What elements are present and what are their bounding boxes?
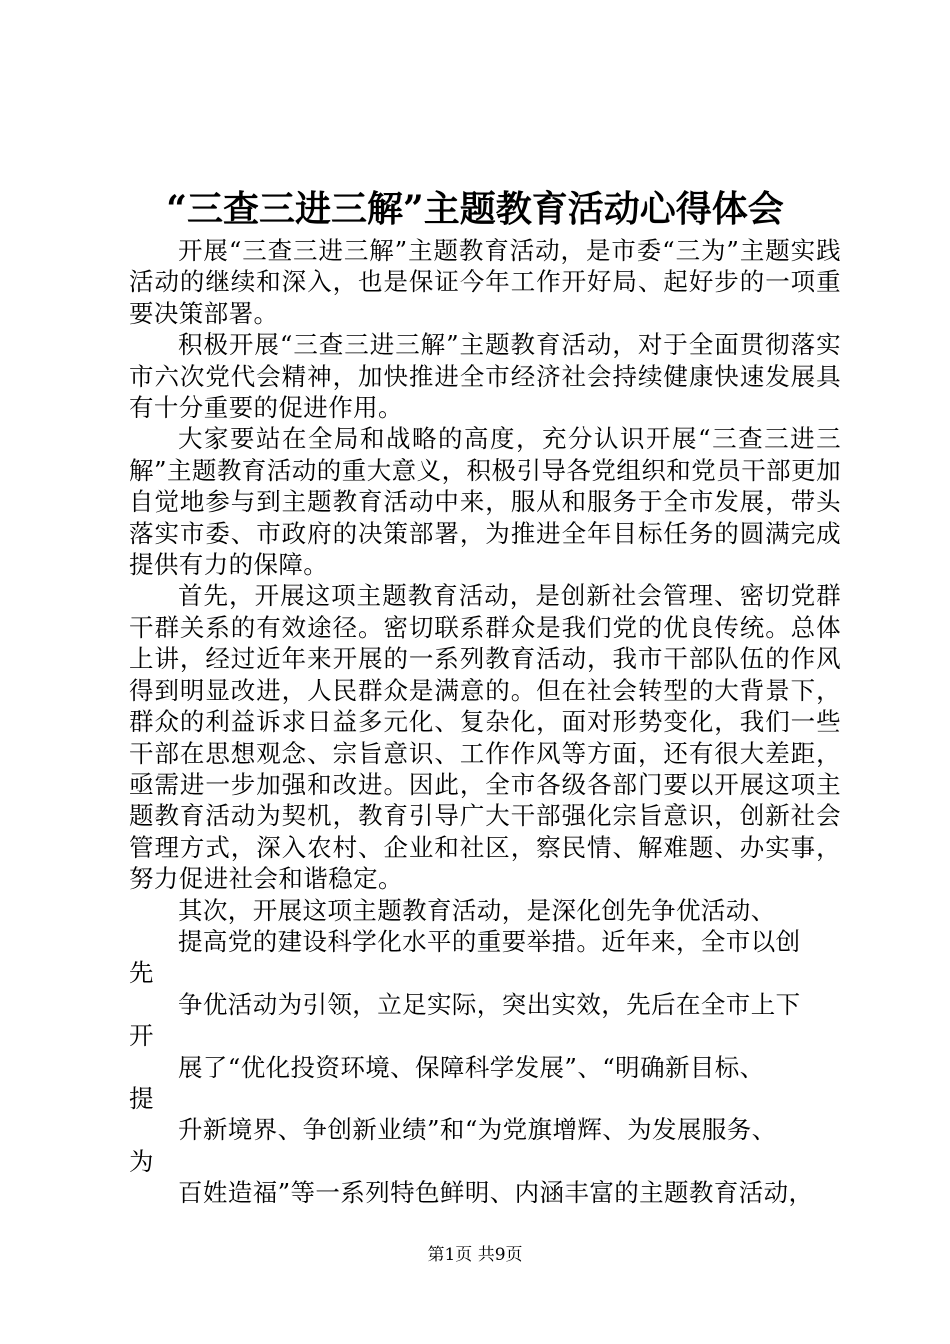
paragraph-1: 开展“三查三进三解”主题教育活动，是市委“三为”主题实践活动的继续和深入，也是保证今年工作开好局、起好步的一项重要决策部署。 [129,236,841,328]
paragraph-3: 大家要站在全局和战略的高度，充分认识开展“三查三进三解”主题教育活动的重大意义，积极引导各党组织和党员干部更加自觉地参与到主题教育活动中来，服从和服务于全市发展，带头落实市委、市政府的决策部署，为推进全年目标任务的圆满完成提供有力的保障。 [129,424,841,580]
text-line: 争优活动为引领，立足实际，突出实效，先后在全市上下 [178,989,801,1019]
document-body [129,235,841,1209]
text-line: 百姓造福”等一系列特色鲜明、内涵丰富的主题教育活动， [178,1178,814,1208]
text-line-tail: 为 [129,1146,154,1176]
text-line-tail: 先 [129,958,154,988]
page-number-footer: 第1页 共9页 [427,1245,523,1265]
text-line: 其次，开展这项主题教育活动，是深化创先争优活动、 [178,895,776,925]
document-title: “三查三进三解”主题教育活动心得体会 [166,188,784,230]
text-line: 升新境界、争创新业绩”和“为党旗增辉、为发展服务、 [178,1115,777,1145]
text-line: 展了“优化投资环境、保障科学发展”、“明确新目标、 [178,1052,765,1082]
text-line-tail: 开 [129,1021,154,1051]
paragraph-5 [129,895,841,1209]
text-line-tail: 提 [129,1083,154,1113]
paragraph-2: 积极开展“三查三进三解”主题教育活动，对于全面贯彻落实市六次党代会精神，加快推进全市经济社会持续健康快速发展具有十分重要的促进作用。 [129,330,841,423]
paragraph-4: 首先，开展这项主题教育活动，是创新社会管理、密切党群干群关系的有效途径。密切联系群众是我们党的优良传统。总体上讲，经过近年来开展的一系列教育活动，我市干部队伍的作风得到明显改进，人民群众是满意的。但在社会转型的大背景下，群众的利益诉求日益多元化、复杂化，面对形势变化，我们一些干部在思想观念、宗旨意识、工作作风等方面，还有很大差距，亟需进一步加强和改进。因此，全市各级各部门要以开展这项主题教育活动为契机，教育引导广大干部强化宗旨意识，创新社会管理方式，深入农村、企业和社区，察民情、解难题、办实事，努力促进社会和谐稳定。 [129,581,841,894]
text-line: 提高党的建设科学化水平的重要举措。近年来，全市以创 [178,926,801,956]
